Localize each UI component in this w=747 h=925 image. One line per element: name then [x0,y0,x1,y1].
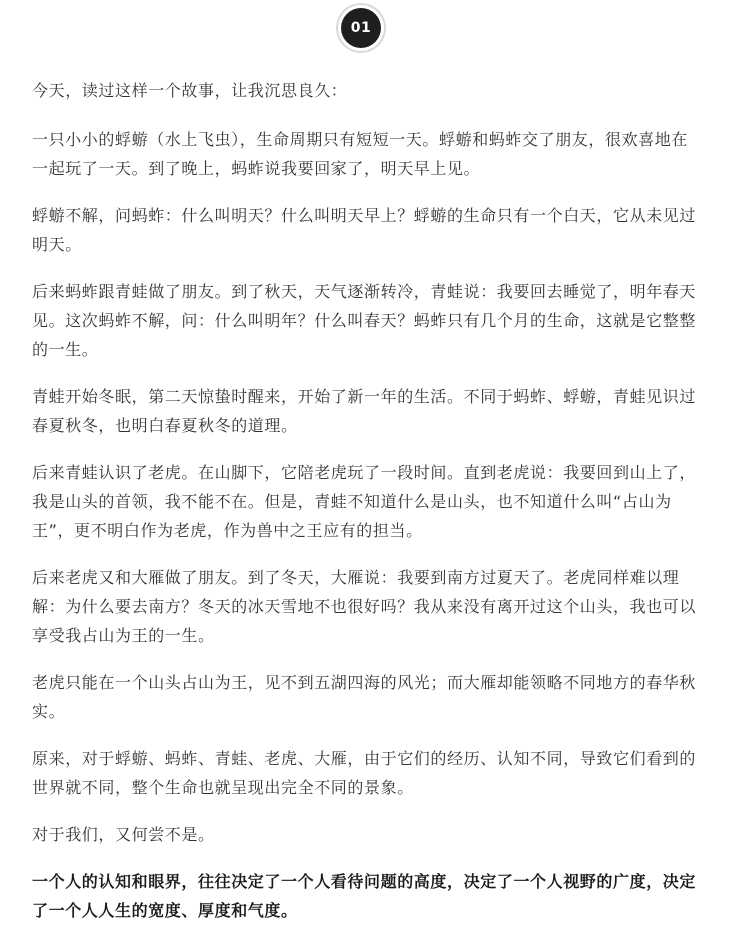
paragraph-mayfly-grasshopper: 一只小小的蜉蝣（水上飞虫），生命周期只有短短一天。蜉蝣和蚂蚱交了朋友，很欢喜地在一起玩了一天。到了晚上，蚂蚱说我要回家了，明天早上见。 [32,130,689,178]
paragraph-frog-tiger: 后来青蛙认识了老虎。在山脚下，它陪老虎玩了一段时间。直到老虎说：我要回到山上了，我是山头的首领，我不能不在。但是，青蛙不知道什么是山头，也不知道什么叫“占山为王”，更不明白作为老虎，作为兽中之王应有的担当。 [32,463,697,540]
section-number: 01 [350,20,372,36]
paragraph-reflection: 原来，对于蜉蝣、蚂蚱、青蛙、老虎、大雁，由于它们的经历、认知不同，导致它们看到的世界就不同，整个生命也就呈现出完全不同的景象。 [32,749,697,797]
paragraph-mayfly-tomorrow: 蜉蝣不解，问蚂蚱：什么叫明天？什么叫明天早上？蜉蝣的生命只有一个白天，它从未见过明天。 [32,206,697,254]
article-body [32,76,700,925]
paragraph-intro: 今天，读过这样一个故事，让我沉思良久： [32,81,348,100]
paragraph-frog-hibernation: 青蛙开始冬眠，第二天惊蛰时醒来，开始了新一年的生活。不同于蚂蚱、蜉蝣，青蛙见识过春夏秋冬，也明白春夏秋冬的道理。 [32,387,697,435]
section-number-badge [341,8,381,48]
paragraph-conclusion: 一个人的认知和眼界，往往决定了一个人看待问题的高度，决定了一个人视野的广度，决定了一个人人生的宽度、厚度和气度。 [32,872,697,920]
paragraph-tiger-goose: 后来老虎又和大雁做了朋友。到了冬天，大雁说：我要到南方过夏天了。老虎同样难以理解：为什么要去南方？冬天的冰天雪地不也很好吗？我从来没有离开过这个山头，我也可以享受我占山为王的一生。 [32,568,697,645]
paragraph-tiger-limit: 老虎只能在一个山头占山为王，见不到五湖四海的风光；而大雁却能领略不同地方的春华秋实。 [32,673,697,721]
paragraph-ourselves: 对于我们，又何尝不是。 [32,825,215,844]
paragraph-grasshopper-frog: 后来蚂蚱跟青蛙做了朋友。到了秋天，天气逐渐转冷，青蛙说：我要回去睡觉了，明年春天见。这次蚂蚱不解，问：什么叫明年？什么叫春天？蚂蚱只有几个月的生命，这就是它整整的一生。 [32,282,697,359]
